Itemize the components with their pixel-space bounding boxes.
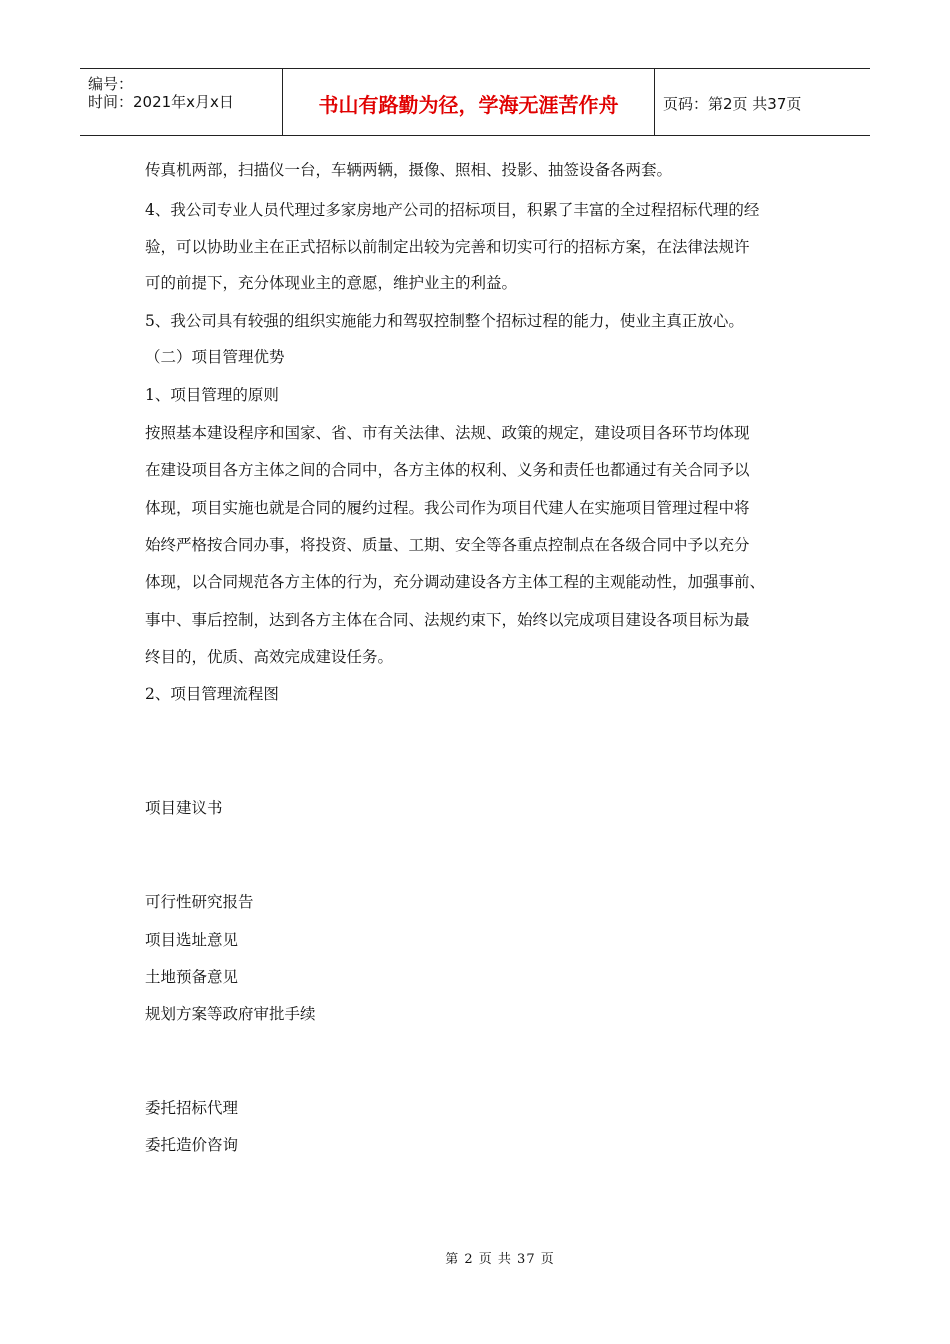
- section-heading: （二）项目管理优势: [145, 348, 285, 366]
- header-motto: 书山有路勤为径，学海无涯苦作舟: [318, 93, 619, 117]
- header-motto-cell: [282, 69, 655, 135]
- header-page-number: 页码：第2页 共37页: [663, 95, 802, 113]
- header-info-cell: [80, 69, 282, 135]
- body-line: 在建设项目各方主体之间的合同中，各方主体的权利、义务和责任也都通过有关合同予以: [145, 461, 750, 479]
- body-line: 终目的，优质、高效完成建设任务。: [145, 648, 394, 666]
- body-line: 按照基本建设程序和国家、省、市有关法律、法规、政策的规定，建设项目各环节均体现: [145, 424, 750, 442]
- body-line: 始终严格按合同办事，将投资、质量、工期、安全等各重点控制点在各级合同中予以充分: [145, 536, 750, 554]
- subsection-heading: 2、项目管理流程图: [145, 685, 279, 703]
- body-line: 4、我公司专业人员代理过多家房地产公司的招标项目，积累了丰富的全过程招标代理的经: [145, 201, 760, 219]
- flow-item: 规划方案等政府审批手续: [145, 1005, 316, 1023]
- body-line: 事中、事后控制，达到各方主体在合同、法规约束下，始终以完成项目建设各项目标为最: [145, 611, 750, 629]
- flow-item: 项目建议书: [145, 799, 223, 817]
- flow-item: 委托造价咨询: [145, 1136, 239, 1154]
- document-time-label: 时间：2021年x月x日: [88, 93, 234, 111]
- body-line: 可的前提下，充分体现业主的意愿，维护业主的利益。: [145, 274, 518, 292]
- page-footer: 第 2 页 共 37 页: [445, 1252, 555, 1267]
- flow-item: 可行性研究报告: [145, 893, 254, 911]
- flow-item: 项目选址意见: [145, 931, 239, 949]
- body-line: 5、我公司具有较强的组织实施能力和驾驭控制整个招标过程的能力，使业主真正放心。: [145, 312, 744, 330]
- document-number-label: 编号：: [88, 75, 134, 93]
- body-line: 体现，项目实施也就是合同的履约过程。我公司作为项目代建人在实施项目管理过程中将: [145, 499, 750, 517]
- body-line: 传真机两部，扫描仪一台，车辆两辆，摄像、照相、投影、抽签设备各两套。: [145, 161, 673, 179]
- body-line: 验，可以协助业主在正式招标以前制定出较为完善和切实可行的招标方案，在法律法规许: [145, 238, 750, 256]
- body-line: 体现，以合同规范各方主体的行为，充分调动建设各方主体工程的主观能动性，加强事前、: [145, 573, 766, 591]
- subsection-heading: 1、项目管理的原则: [145, 386, 279, 404]
- flow-item: 委托招标代理: [145, 1099, 239, 1117]
- document-header: [80, 68, 870, 136]
- header-page-cell: [655, 69, 870, 135]
- flow-item: 土地预备意见: [145, 968, 239, 986]
